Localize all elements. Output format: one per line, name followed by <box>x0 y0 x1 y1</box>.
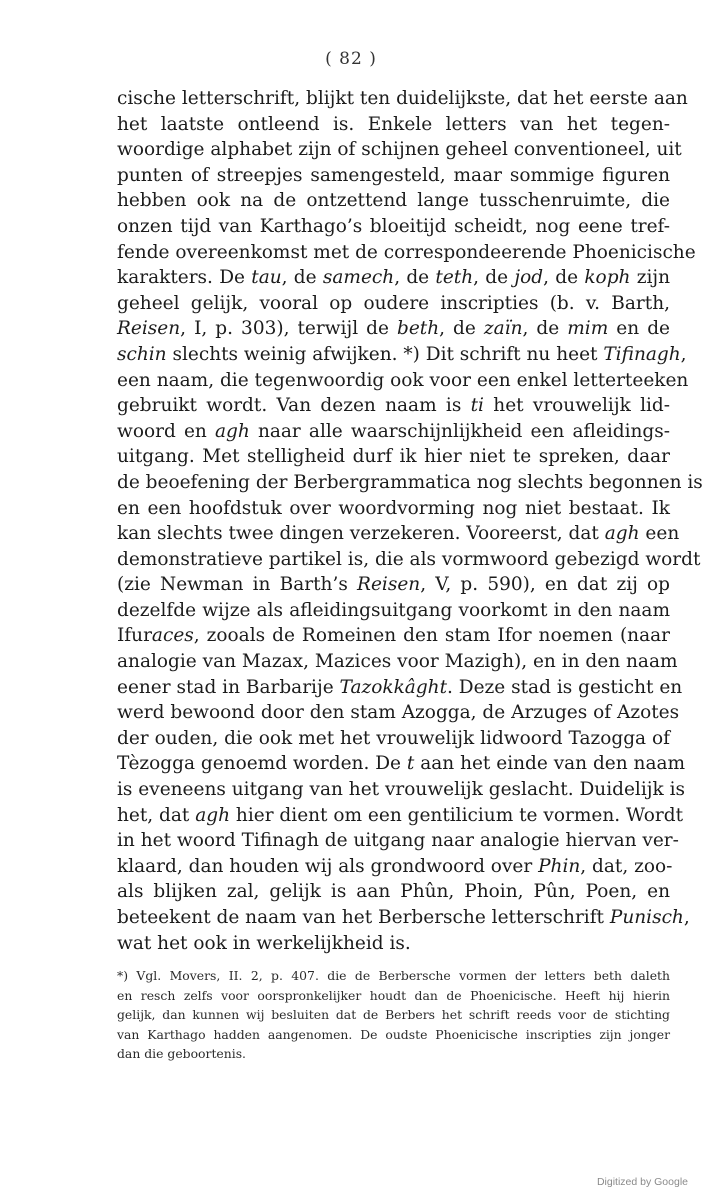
text-run: Ifur <box>117 625 152 647</box>
text-run: zijn <box>630 267 671 289</box>
text-run: het vrouwelijk lid- <box>483 395 670 417</box>
text-run: aan het einde van den naam <box>414 753 686 775</box>
body-line <box>117 751 686 777</box>
footnote-run-italic: resch <box>140 987 176 1003</box>
text-run-italic: aces <box>151 625 194 647</box>
body-line <box>117 905 690 931</box>
text-run-italic: ti <box>470 395 484 417</box>
text-run: in het woord Tifinagh de uitgang naar analogie hiervan ver- <box>117 830 679 852</box>
text-run: een naam, die tegenwoordig ook voor een enkel letterteeken <box>117 369 689 391</box>
text-run: analogie van Mazax, Mazices voor Mazigh), en in den naam <box>117 651 678 673</box>
text-run: dezelfde wijze als afleidingsuitgang voorkomt in den naam <box>117 599 670 621</box>
text-run: der ouden, die ook met het vrouwelijk lidwoord Tazogga of <box>117 727 670 749</box>
text-run: slechts weinig afwijken. *) Dit schrift nu heet <box>166 343 604 365</box>
text-run-italic: jod <box>514 267 544 289</box>
footnote-line <box>117 1044 670 1064</box>
body-line <box>117 240 696 266</box>
text-run-italic: mim <box>567 318 609 340</box>
text-run-italic: tau <box>251 267 282 289</box>
body-line <box>117 368 689 394</box>
text-run: wat het ook in werkelijkheid is. <box>117 932 411 954</box>
text-run: klaard, dan houden wij als grondwoord over <box>117 855 539 877</box>
page-number: ( 82 ) <box>325 49 377 69</box>
text-run: is eveneens uitgang van het vrouwelijk geslacht. Duidelijk is <box>117 779 685 801</box>
text-run: hebben ook na de ontzettend lange tusschenruimte, die <box>117 190 670 212</box>
text-run: . Deze stad is gesticht en <box>447 676 683 698</box>
digitized-watermark: Digitized by Google <box>596 1176 688 1188</box>
footnote-line <box>117 966 670 986</box>
text-run: demonstratieve partikel is, die als vormwoord gebezigd wordt <box>117 548 701 570</box>
body-line <box>117 521 680 547</box>
text-run: , V, p. 590), en dat zij op <box>420 574 670 596</box>
text-run: woord en <box>117 420 215 442</box>
body-line <box>117 470 703 496</box>
text-run-italic: koph <box>584 267 631 289</box>
footnote-run: en <box>117 987 141 1003</box>
footnote-run: *) Vgl. Movers, II. 2, p. 407. die de Berbersche vormen der letters <box>117 968 594 983</box>
body-line <box>117 726 670 752</box>
text-run: , zooals de Romeinen den stam Ifor noemen (naar <box>193 625 670 647</box>
text-run-italic: Tazokkâght <box>339 676 448 698</box>
body-text <box>117 86 703 956</box>
text-run: , de <box>394 267 436 289</box>
text-run: , de <box>439 318 484 340</box>
footnote-run-italic: beth daleth <box>593 968 670 983</box>
text-run: werd bewoond door den stam Azogga, de Arzuges of Azotes <box>117 702 680 724</box>
text-run: hier dient om een gentilicium te vormen. Wordt <box>230 804 684 826</box>
text-run: Tèzogga genoemd worden. De <box>117 753 407 775</box>
text-run-italic: Reisen <box>357 574 421 596</box>
footnote-line <box>117 1005 670 1025</box>
footnote-run: dan die geboortenis. <box>117 1046 246 1061</box>
body-line <box>117 342 687 368</box>
body-line <box>117 931 670 957</box>
body-line <box>117 419 670 445</box>
body-line <box>117 137 682 163</box>
text-run-italic: agh <box>604 523 640 545</box>
body-line <box>117 777 685 803</box>
text-run: beteekent de naam van het Berbersche letterschrift <box>117 907 610 928</box>
footnote-run: zelfs voor oorspronkelijker houdt dan de Phoenicische. Heeft hij hierin <box>175 987 670 1003</box>
text-run-italic: Phin <box>538 855 581 877</box>
body-line <box>117 649 678 675</box>
text-run: , I, p. 303), terwijl de <box>180 318 397 340</box>
body-line <box>117 803 684 829</box>
body-line <box>117 163 670 189</box>
text-run: de beoefening der Berbergrammatica nog slechts begonnen is <box>117 471 703 493</box>
text-run: eener stad in Barbarije <box>117 676 340 698</box>
body-line <box>117 547 701 573</box>
footnote-line <box>117 1025 670 1045</box>
text-run: , de <box>281 267 323 289</box>
text-run: naar alle waarschijnlijkheid een afleidings- <box>249 420 670 442</box>
text-run: kan slechts twee dingen verzekeren. Vooreerst, dat <box>117 523 605 545</box>
body-line <box>117 188 670 214</box>
text-run: als blijken zal, gelijk is aan Phûn, Phoin, Pûn, Poen, en <box>117 881 670 903</box>
body-line <box>117 854 673 880</box>
body-line <box>117 879 670 905</box>
text-run: , de <box>473 267 515 289</box>
text-run: , <box>683 907 690 928</box>
text-run: karakters. De <box>117 267 252 289</box>
text-run: (zie Newman in Barth’s <box>117 574 358 596</box>
footnote-line <box>117 986 670 1006</box>
text-run: geheel gelijk, vooral op oudere inscripties (b. v. Barth, <box>117 292 670 314</box>
text-run: het, dat <box>117 804 196 826</box>
text-run-italic: t <box>406 753 415 775</box>
text-run-italic: schin <box>117 343 167 365</box>
text-run-italic: agh <box>214 420 250 442</box>
text-run-italic: samech <box>322 267 395 289</box>
text-run: , <box>680 343 687 365</box>
text-run-italic: zaïn <box>483 318 523 340</box>
text-run: fende overeenkomst met de correspondeerende Phoenicische <box>117 241 696 263</box>
text-run: en een hoofdstuk over woordvorming nog niet bestaat. Ik <box>117 497 670 519</box>
text-run: uitgang. Met stelligheid durf ik hier niet te spreken, daar <box>117 446 670 468</box>
body-line <box>117 572 670 598</box>
body-line <box>117 598 670 624</box>
body-line <box>117 700 680 726</box>
text-run: woordige alphabet zijn of schijnen geheel conventioneel, uit <box>117 139 682 161</box>
text-run-italic: agh <box>195 804 231 826</box>
text-run: het laatste ontleend is. Enkele letters van het tegen- <box>117 113 670 135</box>
body-line <box>117 112 670 138</box>
body-line <box>117 675 683 701</box>
body-line <box>117 316 670 342</box>
body-line <box>117 291 670 317</box>
body-line <box>117 623 670 649</box>
footnote <box>117 966 670 1064</box>
body-line <box>117 444 670 470</box>
body-line <box>117 86 688 112</box>
text-run-italic: beth <box>397 318 440 340</box>
text-run: en de <box>608 318 670 340</box>
body-line <box>117 214 670 240</box>
text-run: een <box>639 523 680 545</box>
text-run: , de <box>543 267 585 289</box>
body-line <box>117 828 679 854</box>
footnote-run: van Karthago hadden aangenomen. De oudste Phoenicische inscripties zijn jonger <box>117 1026 670 1042</box>
text-run-italic: Punisch <box>609 907 684 928</box>
body-line <box>117 393 670 419</box>
text-run: , dat, zoo- <box>580 855 673 877</box>
text-run: gebruikt wordt. Van dezen naam is <box>117 395 471 417</box>
text-run: cische letterschrift, blijkt ten duidelijkste, dat het eerste aan <box>117 88 688 109</box>
body-line <box>117 265 670 291</box>
footnote-run: gelijk, dan kunnen wij besluiten dat de Berbers het schrift reeds voor de stichting <box>117 1007 670 1022</box>
text-run: , de <box>522 318 568 340</box>
body-line <box>117 496 670 522</box>
text-run-italic: Tifinagh <box>603 343 681 365</box>
text-run: punten of streepjes samengesteld, maar sommige figuren <box>117 164 670 186</box>
text-run-italic: teth <box>435 267 474 289</box>
text-run: onzen tijd van Karthago’s bloeitijd scheidt, nog eene tref- <box>117 215 670 237</box>
text-run-italic: Reisen <box>117 318 181 340</box>
